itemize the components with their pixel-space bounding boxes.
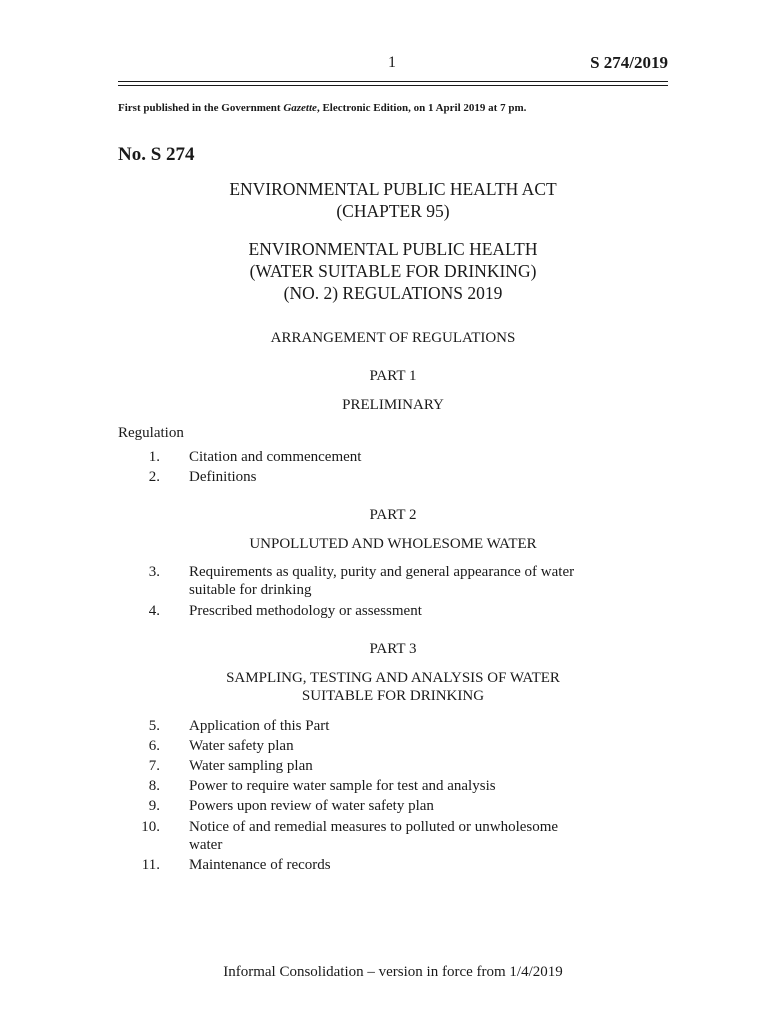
act-title-line: ENVIRONMENTAL PUBLIC HEALTH ACT	[229, 179, 557, 199]
toc-item-number: 7.	[148, 758, 160, 774]
part-label: PART 1	[369, 368, 417, 384]
publication-gazette-word: Gazette	[283, 102, 317, 114]
toc-item-text: Citation and commencement	[189, 449, 362, 465]
part-label: PART 2	[369, 507, 417, 523]
toc-item-text: Application of this Part	[189, 718, 330, 734]
header-rule-top	[118, 81, 668, 82]
arrangement-title: ARRANGEMENT OF REGULATIONS	[270, 330, 516, 346]
part-heading	[118, 396, 668, 414]
gazette-number: S 274/2019	[590, 53, 668, 72]
publication-note	[118, 102, 526, 114]
toc-item-number: 3.	[148, 564, 160, 580]
toc-item-text: water	[189, 837, 223, 853]
toc-item-text: Water sampling plan	[189, 758, 313, 774]
toc-item-text: Requirements as quality, purity and general appearance of water	[189, 564, 575, 580]
notice-number: No. S 274	[118, 144, 195, 165]
regulations-title	[118, 238, 668, 304]
footer-consolidation-note: Informal Consolidation – version in force from 1/4/2019	[223, 964, 563, 980]
act-title	[118, 178, 668, 222]
regulations-title-line: (NO. 2) REGULATIONS 2019	[283, 283, 503, 303]
act-chapter-line: (CHAPTER 95)	[336, 201, 450, 221]
part-heading	[118, 535, 668, 553]
part-heading	[118, 669, 668, 705]
toc-item-text: Maintenance of records	[189, 857, 331, 873]
part-heading-line: SAMPLING, TESTING AND ANALYSIS OF WATER	[226, 670, 560, 686]
toc-item-number: 6.	[148, 738, 160, 754]
toc-item-number: 10.	[141, 819, 160, 835]
toc-item-number: 2.	[148, 469, 160, 485]
part-heading-line: SUITABLE FOR DRINKING	[301, 688, 485, 704]
toc-item-number: 4.	[148, 603, 160, 619]
toc-item-text: Prescribed methodology or assessment	[189, 603, 422, 619]
part-heading-line: PRELIMINARY	[342, 397, 444, 413]
part-label: PART 3	[369, 641, 417, 657]
publication-suffix: , Electronic Edition, on 1 April 2019 at 7 pm.	[316, 102, 527, 114]
regulations-title-line: ENVIRONMENTAL PUBLIC HEALTH	[248, 239, 538, 259]
page-number: 1	[388, 54, 396, 71]
regulations-title-line: (WATER SUITABLE FOR DRINKING)	[249, 261, 537, 281]
toc-item-text: Definitions	[189, 469, 257, 485]
toc-item-text: Water safety plan	[189, 738, 294, 754]
toc-item-text: Powers upon review of water safety plan	[189, 798, 434, 814]
toc-item-number: 5.	[148, 718, 160, 734]
regulation-column-label: Regulation	[118, 425, 184, 441]
part-heading-line: UNPOLLUTED AND WHOLESOME WATER	[249, 536, 537, 552]
toc-item-number: 9.	[148, 798, 160, 814]
toc-item-text: Notice of and remedial measures to polluted or unwholesome	[189, 819, 559, 835]
toc-item-text: suitable for drinking	[189, 582, 312, 598]
header-rule-bottom	[118, 85, 668, 86]
toc-item-number: 8.	[148, 778, 160, 794]
toc-item-number: 11.	[141, 857, 160, 873]
publication-prefix: First published in the Government	[118, 102, 284, 114]
toc-item-text: Power to require water sample for test and analysis	[189, 778, 496, 794]
toc-item-number: 1.	[148, 449, 160, 465]
